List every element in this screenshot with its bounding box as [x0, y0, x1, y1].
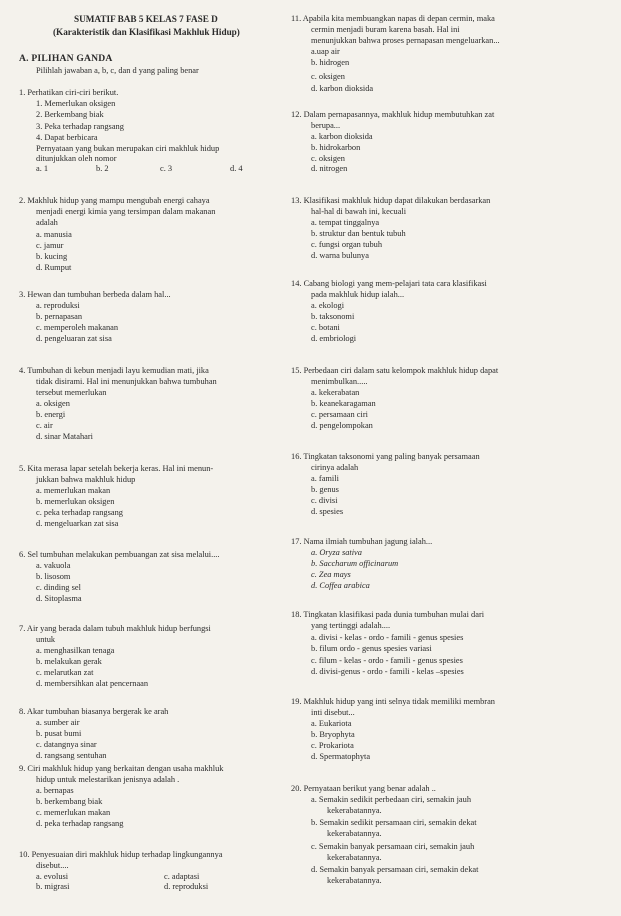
q16-option-c[interactable]: c. divisi: [311, 496, 338, 505]
q4-option-c[interactable]: c. air: [36, 421, 53, 430]
question-13-stem: 13. Klasifikasi makhluk hidup dapat dilakukan berdasarkan: [291, 196, 491, 205]
q14-option-d[interactable]: d. embriologi: [311, 334, 357, 343]
q12-option-d[interactable]: d. nitrogen: [311, 164, 348, 173]
q20-option-c[interactable]: c. Semakin banyak persamaan ciri, semakin jauh: [311, 842, 475, 851]
question-1-stem: 1. Perhatikan ciri-ciri berikut.: [19, 88, 119, 97]
question-5-stem: 5. Kita merasa lapar setelah bekerja keras. Hal ini menun-: [19, 464, 214, 473]
q4-option-d[interactable]: d. sinar Matahari: [36, 432, 93, 441]
q20-option-b-cont: kekerabatannya.: [327, 829, 382, 838]
q5-option-b[interactable]: b. memerlukan oksigen: [36, 497, 115, 506]
q15-option-a[interactable]: a. kekerabatan: [311, 388, 360, 397]
q11-option-c[interactable]: c. oksigen: [311, 72, 345, 81]
q8-option-a[interactable]: a. sumber air: [36, 718, 80, 727]
q2-option-d[interactable]: d. Rumput: [36, 263, 72, 272]
question-6-stem: 6. Sel tumbuhan melakukan pembuangan zat sisa melalui....: [19, 550, 220, 559]
q9-option-b[interactable]: b. berkembang biak: [36, 797, 103, 806]
question-17-stem: 17. Nama ilmiah tumbuhan jagung ialah...: [291, 537, 433, 546]
question-14-stem: 14. Cabang biologi yang mem-pelajari tata cara klasifikasi: [291, 279, 487, 288]
q20-option-a-cont: kekerabatannya.: [327, 806, 382, 815]
q17-option-c[interactable]: c. Zea mays: [311, 570, 351, 579]
question-3-stem: 3. Hewan dan tumbuhan berbeda dalam hal...: [19, 290, 171, 299]
q15-option-d[interactable]: d. pengelompokan: [311, 421, 373, 430]
q12-option-c[interactable]: c. oksigen: [311, 154, 345, 163]
question-11-stem-line: menunjukkan bahwa proses pernapasan mengeluarkan...: [311, 36, 500, 45]
section-instruction: Pilihlah jawaban a, b, c, dan d yang paling benar: [36, 66, 199, 75]
q15-option-b[interactable]: b. keanekaragaman: [311, 399, 376, 408]
q1-item: 3. Peka terhadap rangsang: [36, 122, 124, 131]
question-15-stem: 15. Perbedaan ciri dalam satu kelompok makhluk hidup dapat: [291, 366, 499, 375]
question-2-stem-line: menjadi energi kimia yang tersimpan dalam makanan: [36, 207, 216, 216]
q9-option-c[interactable]: c. memerlukan makan: [36, 808, 111, 817]
q5-option-d[interactable]: d. mengeluarkan zat sisa: [36, 519, 119, 528]
q18-option-b[interactable]: b. filum ordo - genus spesies variasi: [311, 644, 432, 653]
q6-option-a[interactable]: a. vakuola: [36, 561, 71, 570]
q14-option-c[interactable]: c. botani: [311, 323, 340, 332]
question-19-stem: 19. Makhluk hidup yang inti selnya tidak memiliki membran: [291, 697, 495, 706]
q7-option-b[interactable]: b. melakukan gerak: [36, 657, 102, 666]
q4-option-a[interactable]: a. oksigen: [36, 399, 70, 408]
q12-option-b[interactable]: b. hidrokarbon: [311, 143, 361, 152]
q5-option-a[interactable]: a. memerlukan makan: [36, 486, 111, 495]
question-16-stem: 16. Tingkatan taksonomi yang paling banyak persamaan: [291, 452, 480, 461]
q13-option-d[interactable]: d. warna bulunya: [311, 251, 369, 260]
q11-option-a[interactable]: a.uap air: [311, 47, 340, 56]
question-7-stem: 7. Air yang berada dalam tubuh makhluk hidup berfungsi: [19, 624, 211, 633]
question-18-stem: 18. Tingkatan klasifikasi pada dunia tumbuhan mulai dari: [291, 610, 485, 619]
q10-option-d[interactable]: d. reproduksi: [164, 882, 209, 891]
question-8-stem: 8. Akar tumbuhan biasanya bergerak ke arah: [19, 707, 169, 716]
question-1-stem-line: ditunjukkan oleh nomor: [36, 154, 117, 163]
question-15-stem-line: menimbulkan.....: [311, 377, 368, 386]
q9-option-d[interactable]: d. peka terhadap rangsang: [36, 819, 124, 828]
q18-option-c[interactable]: c. filum - kelas - ordo - famili - genus spesies: [311, 656, 463, 665]
question-10-stem-line: disebut....: [36, 861, 69, 870]
question-10-stem: 10. Penyesuaian diri makhluk hidup terhadap lingkungannya: [19, 850, 223, 859]
section-title: A. PILIHAN GANDA: [19, 53, 113, 64]
q8-option-b[interactable]: b. pusat bumi: [36, 729, 82, 738]
q13-option-a[interactable]: a. tempat tinggalnya: [311, 218, 380, 227]
q20-option-b[interactable]: b. Semakin sedikit persamaan ciri, semakin dekat: [311, 818, 477, 827]
question-19-stem-line: inti disebut...: [311, 708, 355, 717]
q16-option-a[interactable]: a. famili: [311, 474, 339, 483]
question-4-stem-line: tersebut memerlukan: [36, 388, 107, 397]
q20-option-a[interactable]: a. Semakin sedikit perbedaan ciri, semakin jauh: [311, 795, 472, 804]
q6-option-c[interactable]: c. dinding sel: [36, 583, 81, 592]
q20-option-c-cont: kekerabatannya.: [327, 853, 382, 862]
q8-option-d[interactable]: d. rangsang sentuhan: [36, 751, 107, 760]
q16-option-d[interactable]: d. spesies: [311, 507, 344, 516]
q7-option-a[interactable]: a. menghasilkan tenaga: [36, 646, 115, 655]
q10-option-b[interactable]: b. migrasi: [36, 882, 70, 891]
question-12-stem-line: berupa...: [311, 121, 341, 130]
q4-option-b[interactable]: b. energi: [36, 410, 66, 419]
q1-option-c[interactable]: c. 3: [160, 164, 173, 173]
q10-option-c[interactable]: c. adaptasi: [164, 872, 200, 881]
q3-option-a[interactable]: a. reproduksi: [36, 301, 80, 310]
q2-option-b[interactable]: b. kucing: [36, 252, 68, 261]
page-subtitle: (Karakteristik dan Klasifikasi Makhluk Hidup): [53, 27, 240, 37]
q11-option-b[interactable]: b. hidrogen: [311, 58, 350, 67]
q18-option-d[interactable]: d. divisi-genus - ordo - famili - kelas –spesies: [311, 667, 464, 676]
q7-option-d[interactable]: d. membersihkan alat pencernaan: [36, 679, 149, 688]
question-12-stem: 12. Dalam pernapasannya, makhluk hidup membutuhkan zat: [291, 110, 495, 119]
q15-option-c[interactable]: c. persamaan ciri: [311, 410, 368, 419]
q7-option-c[interactable]: c. melarutkan zat: [36, 668, 94, 677]
question-11-stem: 11. Apabila kita membuangkan napas di depan cermin, maka: [291, 14, 495, 23]
q14-option-b[interactable]: b. taksonomi: [311, 312, 355, 321]
q1-item: 4. Dapat berbicara: [36, 133, 98, 142]
question-11-stem-line: cermin menjadi buram karena basah. Hal ini: [311, 25, 460, 34]
q1-item: 1. Memerlukan oksigen: [36, 99, 116, 108]
q20-option-d[interactable]: d. Semakin banyak persamaan ciri, semakin dekat: [311, 865, 479, 874]
q19-option-c[interactable]: c. Prokariota: [311, 741, 354, 750]
page-title: SUMATIF BAB 5 KELAS 7 FASE D: [74, 14, 218, 24]
question-20-stem: 20. Pernyataan berikut yang benar adalah ..: [291, 784, 436, 793]
q1-item: 2. Berkembang biak: [36, 110, 104, 119]
q17-option-a[interactable]: a. Oryza sativa: [311, 548, 362, 557]
q14-option-a[interactable]: a. ekologi: [311, 301, 345, 310]
q2-option-a[interactable]: a. manusia: [36, 230, 72, 239]
q13-option-c[interactable]: c. fungsi organ tubuh: [311, 240, 383, 249]
q19-option-b[interactable]: b. Bryophyta: [311, 730, 355, 739]
q19-option-d[interactable]: d. Spermatophyta: [311, 752, 371, 761]
question-9-stem-line: hidup untuk melestarikan jenisnya adalah .: [36, 775, 180, 784]
q6-option-b[interactable]: b. lisosom: [36, 572, 71, 581]
q12-option-a[interactable]: a. karbon dioksida: [311, 132, 373, 141]
q18-option-a[interactable]: a. divisi - kelas - ordo - famili - genus spesies: [311, 633, 464, 642]
question-4-stem-line: tidak disirami. Hal ini menunjukkan bahwa tumbuhan: [36, 377, 217, 386]
q20-option-d-cont: kekerabatannya.: [327, 876, 382, 885]
q11-option-d[interactable]: d. karbon dioksida: [311, 84, 374, 93]
q16-option-b[interactable]: b. genus: [311, 485, 339, 494]
question-2-stem: 2. Makhluk hidup yang mampu mengubah energi cahaya: [19, 196, 210, 205]
question-2-stem-line: adalah: [36, 218, 58, 227]
question-9-stem: 9. Ciri makhluk hidup yang berkaitan dengan usaha makhluk: [19, 764, 224, 773]
q5-option-c[interactable]: c. peka terhadap rangsang: [36, 508, 123, 517]
q1-option-d[interactable]: d. 4: [230, 164, 243, 173]
q1-option-a[interactable]: a. 1: [36, 164, 49, 173]
question-1-stem-line: Pernyataan yang bukan merupakan ciri makhluk hidup: [36, 144, 220, 153]
question-4-stem: 4. Tumbuhan di kebun menjadi layu kemudian mati, jika: [19, 366, 209, 375]
q3-option-d[interactable]: d. pengeluaran zat sisa: [36, 334, 112, 343]
q6-option-d[interactable]: d. Sitoplasma: [36, 594, 82, 603]
question-14-stem-line: pada makhluk hidup ialah...: [311, 290, 405, 299]
question-7-stem-line: untuk: [36, 635, 56, 644]
q3-option-b[interactable]: b. pernapasan: [36, 312, 83, 321]
question-13-stem-line: hal-hal di bawah ini, kecuali: [311, 207, 407, 216]
q10-option-a[interactable]: a. evolusi: [36, 872, 69, 881]
question-16-stem-line: cirinya adalah: [311, 463, 359, 472]
q17-option-b[interactable]: b. Saccharum officinarum: [311, 559, 399, 568]
question-5-stem-line: jukkan bahwa makhluk hidup: [36, 475, 136, 484]
q2-option-c[interactable]: c. jamur: [36, 241, 64, 250]
question-18-stem-line: yang tertinggi adalah....: [311, 621, 391, 630]
q17-option-d[interactable]: d. Coffea arabica: [311, 581, 370, 590]
q8-option-c[interactable]: c. datangnya sinar: [36, 740, 97, 749]
q3-option-c[interactable]: c. memperoleh makanan: [36, 323, 119, 332]
q1-option-b[interactable]: b. 2: [96, 164, 109, 173]
q13-option-b[interactable]: b. struktur dan bentuk tubuh: [311, 229, 406, 238]
q19-option-a[interactable]: a. Eukariota: [311, 719, 352, 728]
q9-option-a[interactable]: a. bernapas: [36, 786, 74, 795]
